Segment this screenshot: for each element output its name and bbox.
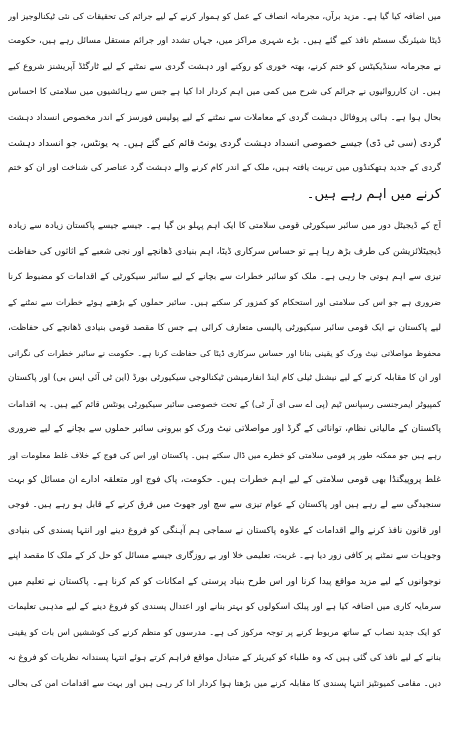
paragraph-2-line: اور ان کا مقابلہ کرنے کے لیے نیشنل ٹیلی کام اینڈ انفارمیشن ٹیکنالوجی سیکیورٹی بورڈ (این ٹی آئی ایس بی) اور پاکستان xyxy=(8,373,441,384)
paragraph-2-line: کمپیوٹر ایمرجنسی رسپانس ٹیم (پی اے سی ای آر ٹی) کے تحت خصوصی سائبر سیکیورٹی یونٹس قائم کیے ہیں۔ یہ اقدامات xyxy=(8,398,441,409)
paragraph-2-line: محفوظ مواصلاتی نیٹ ورک کو یقینی بنانا اور حساس سرکاری ڈیٹا کی حفاظت کرنا ہے۔ حکومت نے سائبر خطرات کی نگرانی xyxy=(8,348,441,359)
paragraph-1-line: میں اضافہ کیا گیا ہے۔ مزید برآں، مجرمانہ انصاف کے عمل کو ہموار کرنے کے لیے جرائم کی تحقیقات کی نئی ٹیکنالوجیز اور xyxy=(8,11,441,21)
paragraph-2-line: رہے ہیں جو ممکنہ طور پر قومی سلامتی کو خطرے میں ڈال سکتے ہیں۔ پاکستان اور اس کی فوج کے خلاف غلط معلومات اور xyxy=(8,449,441,460)
paragraph-1-line: ڈیٹا شیئرنگ سسٹم نافذ کیے گئے ہیں۔ بڑے شہری مراکز میں، جہاں تشدد اور جرائم مستقل مسائل رہے ہیں، حکومت xyxy=(8,36,441,47)
paragraph-1-line: بحال ہوا ہے۔ ہائی پروفائل دہشت گردی کے معاملات سے نمٹنے کے لیے پولیس فورسز کے اندر مخصوص انسداد دہشت xyxy=(8,112,441,123)
paragraph-2-line: آج کے ڈیجیٹل دور میں سائبر سیکورٹی قومی سلامتی کا ایک اہم پہلو بن گیا ہے۔ جیسے جیسے پاکستان زیادہ سے زیادہ xyxy=(8,221,441,232)
paragraph-1-line: کرنے میں اہم رہے ہیں۔ xyxy=(306,186,441,202)
paragraph-2-line: اور قانون نافذ کرنے والے اقدامات کے علاوہ پاکستان نے سماجی ہم آہنگی کو فروغ دینے اور انتہا پسندی کی بنیادی xyxy=(8,525,441,536)
paragraph-2-line: نوجوانوں کے لیے مزید مواقع پیدا کرنا اور اس طرح بنیاد پرستی کے امکانات کو کم کرنا ہے۔ پاکستان نے تعلیم میں xyxy=(8,576,441,587)
paragraph-1-line: نے مجرمانہ سنڈیکیٹس کو ختم کرنے، بھتہ خوری کو روکنے اور دہشت گردی سے نمٹنے کے لیے ٹارگٹڈ آپریشنز شروع کیے xyxy=(8,61,441,72)
paragraph-1 xyxy=(8,4,441,207)
paragraph-2-line: وجوہات سے نمٹنے پر کافی زور دیا ہے۔ غربت، تعلیمی خلا اور بے روزگاری جیسے مسائل کو حل کر کے ملک کا مقصد اپنے xyxy=(8,551,441,562)
paragraph-2-line: کو ایک جدید نصاب کے ساتھ مربوط کرنے پر توجہ مرکوز کی ہے۔ مدرسوں کو منظم کرنے کی کوششیں اس بات کو یقینی xyxy=(8,627,441,638)
paragraph-2-line: لیے پاکستان نے ایک قومی سائبر سیکیورٹی پالیسی متعارف کرائی ہے جس کا مقصد قومی بنیادی ڈھانچے کی حفاظت، xyxy=(8,322,441,333)
paragraph-2-line: غلط پروپیگنڈا بھی قومی سلامتی کے لیے اہم خطرات ہیں۔ حکومت، پاک فوج اور متعلقہ ادارے ان مسائل کو بہت xyxy=(8,475,441,486)
paragraph-2-line: سنجیدگی سے لے رہے ہیں اور پاکستان کے عوام تیزی سے سچ اور جھوٹ میں فرق کرنے کے قابل ہو رہے ہیں۔ فوجی xyxy=(8,500,441,511)
paragraph-2-line: پاکستان کے مالیاتی نظام، توانائی کے گرڈ اور مواصلاتی نیٹ ورک کو بیرونی سائبر حملوں سے بچانے کے لیے ضروری xyxy=(8,424,441,435)
paragraph-2-line: ضروری ہے جو اس کی سلامتی اور استحکام کو کمزور کر سکتے ہیں۔ سائبر حملوں کے بڑھتے ہوئے خطرات سے نمٹنے کے xyxy=(8,297,441,308)
paragraph-2-line: تیزی سے اہم ہوتی جا رہی ہے۔ ملک کو سائبر خطرات سے بچانے کے لیے سائبر سیکورٹی کے اقدامات کو مضبوط کرنا xyxy=(8,271,441,282)
paragraph-1-line: گردی کے جدید ہتھکنڈوں میں تربیت یافتہ ہیں، ملک کے اندر کام کرنے والے دہشت گرد عناصر کی شناخت اور ان کو ختم xyxy=(8,163,441,174)
paragraph-2-line: سرمایہ کاری میں اضافہ کیا ہے اور پبلک اسکولوں کو بہتر بنانے اور اعتدال پسندی کو فروغ دینے کے لیے مذہبی تعلیمات xyxy=(8,601,441,612)
paragraph-2 xyxy=(8,214,441,696)
paragraph-2-line: بنانے کے لیے نافذ کی گئی ہیں کہ وہ طلباء کو کیریئر کے متبادل مواقع فراہم کرتے ہوئے انتہا پسندانہ نظریات کو فروغ نہ xyxy=(8,652,441,663)
paragraph-2-line: دیں۔ مقامی کمیونٹیز انتہا پسندی کا مقابلہ کرنے میں بڑھتا ہوا کردار ادا کر رہی ہیں اور بہت سے اقدامات امن کی بحالی xyxy=(8,678,441,689)
paragraph-1-line: گردی (سی ٹی ڈی) جیسے خصوصی انسداد دہشت گردی یونٹ قائم کیے گئے ہیں۔ یہ یونٹس، جو انسداد دہشت xyxy=(8,137,441,149)
paragraph-1-line: ہیں۔ ان کارروائیوں نے جرائم کی شرح میں کمی میں اہم کردار ادا کیا ہے جس سے رہائشیوں میں سلامتی کا احساس xyxy=(8,87,441,98)
paragraph-2-line: ڈیجیٹلائزیشن کی طرف بڑھ رہا ہے تو حساس سرکاری ڈیٹا، اہم بنیادی ڈھانچے اور نجی شعبے کے اثاثوں کی حفاظت xyxy=(8,246,441,257)
